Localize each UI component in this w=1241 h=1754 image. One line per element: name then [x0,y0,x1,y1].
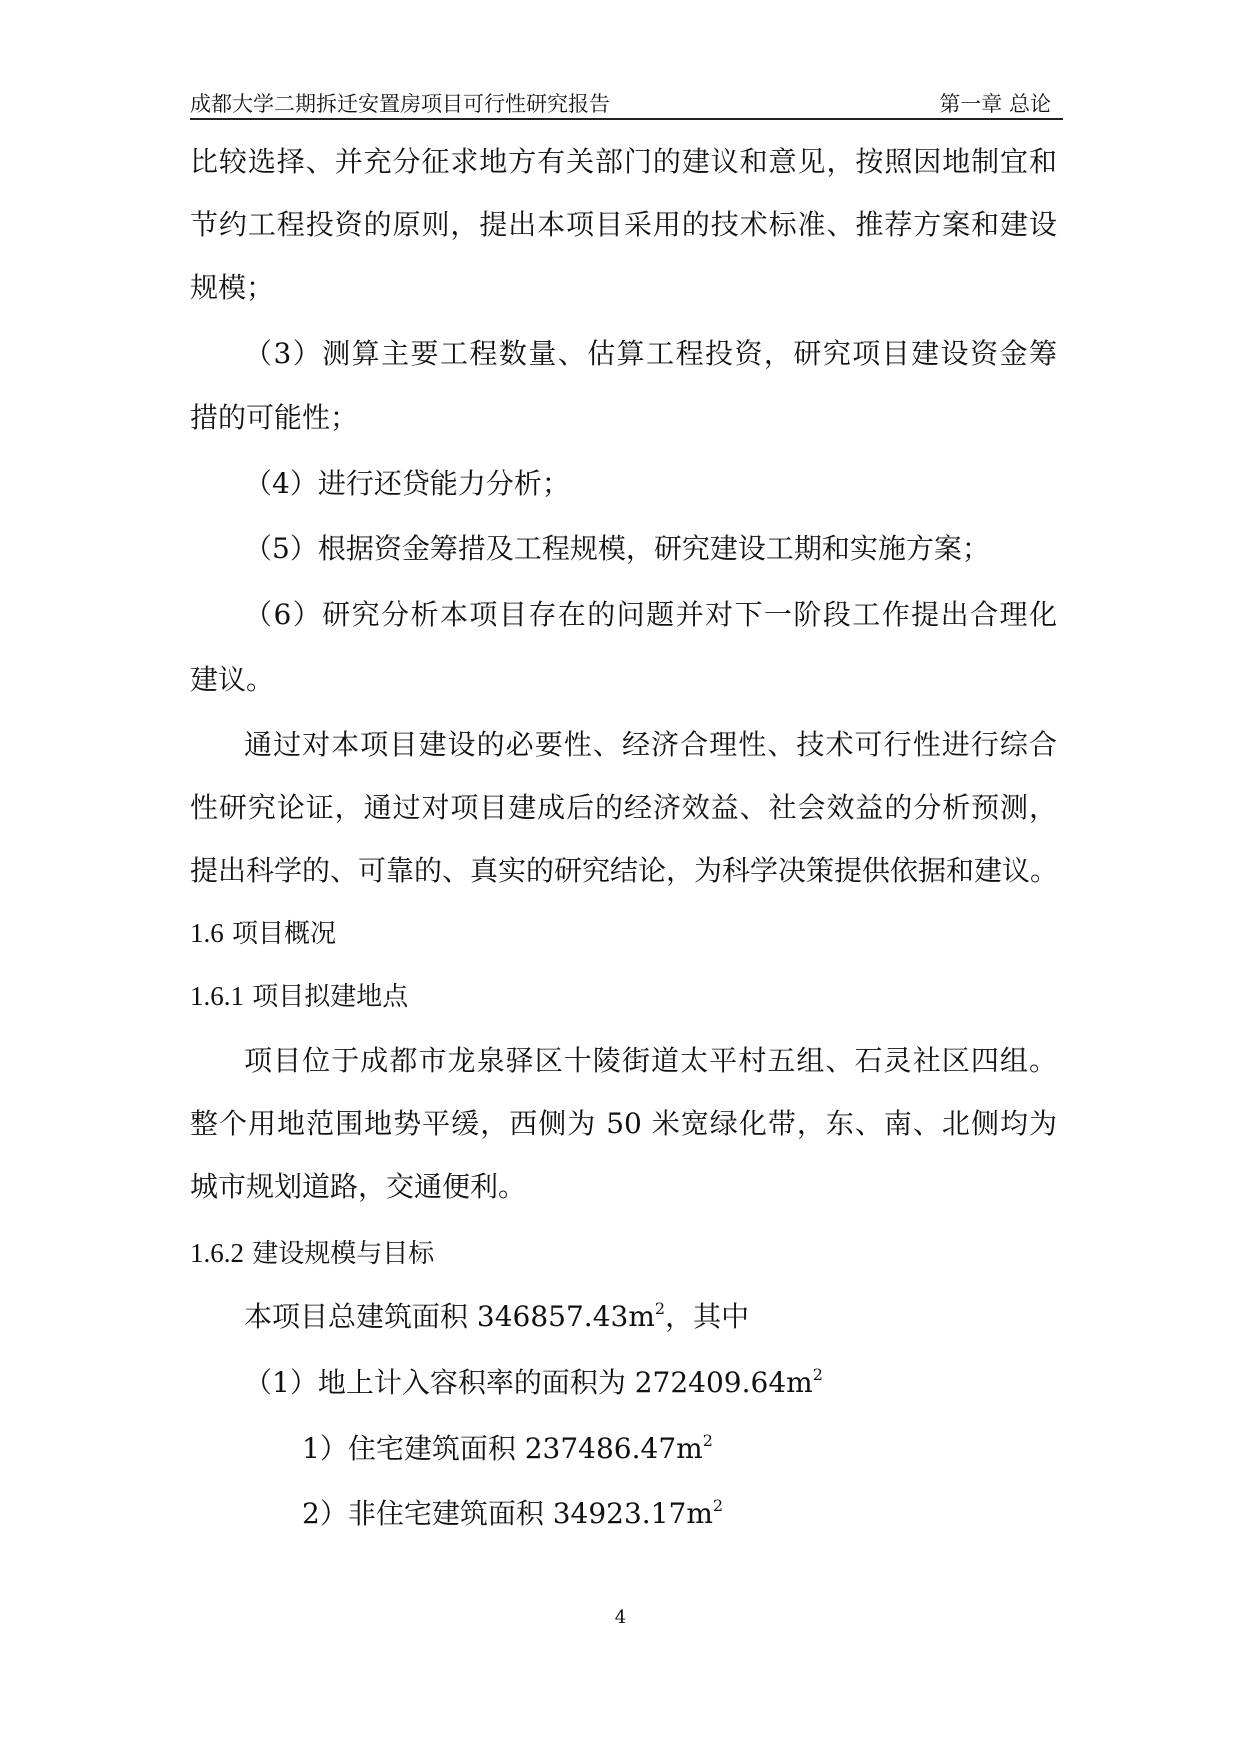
section-title: 项目拟建地点 [252,982,409,1012]
list-item-3-cont: 措的可能性； [190,401,359,434]
paragraph-line: 节约工程投资的原则，提出本项目采用的技术标准、推荐方案和建设 [190,208,1057,241]
total-area-line [244,1297,749,1337]
paragraph-line: 整个用地范围地势平缓，西侧为 50 米宽绿化带，东、南、北侧均为 [190,1107,1057,1140]
section-number: 1.6.2 [190,1238,244,1268]
area-sub-item-1-text: 1）住宅建筑面积 237486.47m [302,1432,703,1465]
area-sub-item-2 [302,1494,723,1534]
section-heading-1-6-1 [190,976,408,1017]
superscript-2: 2 [702,1430,713,1450]
list-item-5: （5）根据资金筹措及工程规模，研究建设工期和实施方案； [244,532,990,565]
section-heading-1-6 [190,913,336,954]
area-item-1 [244,1363,823,1403]
section-heading-1-6-2 [190,1233,434,1274]
superscript-2: 2 [812,1364,823,1384]
superscript-2: 2 [654,1298,666,1318]
area-sub-item-2-text: 2）非住宅建筑面积 34923.17m [302,1497,713,1530]
section-title: 建设规模与目标 [252,1239,435,1269]
section-number: 1.6 [190,918,224,948]
list-item-6: （6）研究分析本项目存在的问题并对下一阶段工作提出合理化 [244,598,1057,631]
section-title: 项目概况 [232,919,337,949]
list-item-6-cont: 建议。 [190,663,275,696]
paragraph-line: 提出科学的、可靠的、真实的研究结论，为科学决策提供依据和建议。 [190,854,1059,887]
paragraph-line: 性研究论证，通过对项目建成后的经济效益、社会效益的分析预测， [190,791,1057,824]
area-item-1-text: （1）地上计入容积率的面积为 272409.64m [244,1366,813,1399]
list-item-4: （4）进行还贷能力分析； [244,467,570,500]
header-title: 成都大学二期拆迁安置房项目可行性研究报告 [190,92,610,116]
paragraph-line: 规模； [190,271,275,304]
section-number: 1.6.1 [190,981,244,1011]
paragraph-line: 项目位于成都市龙泉驿区十陵街道太平村五组、石灵社区四组。 [244,1044,1057,1077]
page-number: 4 [614,1607,627,1628]
list-item-3: （3）测算主要工程数量、估算工程投资，研究项目建设资金筹 [244,337,1057,370]
total-area-suffix: ，其中 [665,1300,750,1333]
paragraph-line: 城市规划道路，交通便利。 [190,1170,527,1203]
superscript-2: 2 [712,1495,724,1515]
total-area-text: 本项目总建筑面积 346857.43m [244,1300,655,1333]
area-sub-item-1 [302,1429,713,1469]
page-header [190,88,1063,120]
header-chapter: 第一章 总论 [939,92,1051,116]
paragraph-line: 比较选择、并充分征求地方有关部门的建议和意见，按照因地制宜和 [190,145,1057,178]
paragraph-line: 通过对本项目建设的必要性、经济合理性、技术可行性进行综合 [244,728,1057,761]
